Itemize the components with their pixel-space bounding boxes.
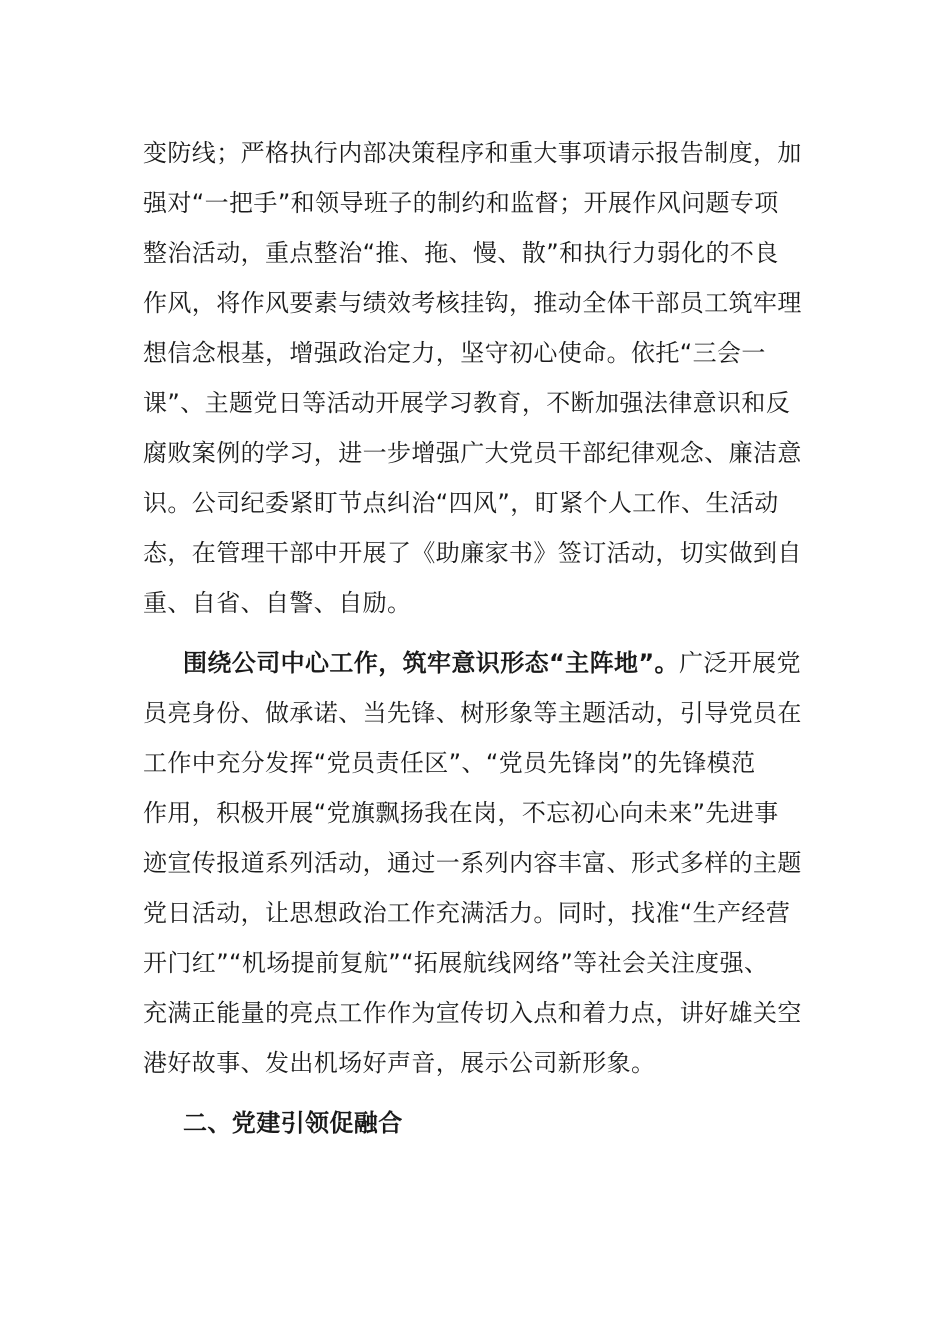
section-heading: 二、党建引领促融合 — [183, 1109, 403, 1137]
text-line: 整治活动，重点整治“推、拖、慢、散”和执行力弱化的不良 — [143, 239, 779, 267]
text-line: 想信念根基，增强政治定力，坚守初心使命。依托“三会一 — [143, 339, 766, 367]
paragraph-lead-text: 广泛开展党 — [678, 649, 801, 677]
paragraph-lead-heading: 围绕公司中心工作，筑牢意识形态“主阵地”。 — [183, 649, 679, 677]
paragraph-first-line — [143, 638, 807, 688]
text-line: 重、自省、自警、自励。 — [143, 589, 412, 617]
paragraph-spacer — [143, 628, 807, 638]
text-line: 工作中充分发挥“党员责任区”、“党员先锋岗”的先锋模范 — [143, 749, 756, 777]
text-line: 迹宣传报道系列活动，通过一系列内容丰富、形式多样的主题 — [143, 849, 802, 877]
paragraph-1 — [143, 128, 807, 628]
text-line: 员亮身份、做承诺、当先锋、树形象等主题活动，引导党员在 — [143, 699, 802, 727]
text-line: 港好故事、发出机场好声音，展示公司新形象。 — [143, 1049, 656, 1077]
text-line: 腐败案例的学习，进一步增强广大党员干部纪律观念、廉洁意 — [143, 439, 802, 467]
text-line: 开门红”“机场提前复航”“拓展航线网络”等社会关注度强、 — [143, 949, 769, 977]
text-line: 态，在管理干部中开展了《助廉家书》签订活动，切实做到自 — [143, 539, 802, 567]
text-line: 识。公司纪委紧盯节点纠治“四风”，盯紧个人工作、生活动 — [143, 489, 779, 517]
text-line: 变防线；严格执行内部决策程序和重大事项请示报告制度，加 — [143, 139, 802, 167]
text-line: 课”、主题党日等活动开展学习教育，不断加强法律意识和反 — [143, 389, 791, 417]
document-body — [143, 128, 807, 1148]
paragraph-spacer — [143, 1088, 807, 1098]
text-line: 党日活动，让思想政治工作充满活力。同时，找准“生产经营 — [143, 899, 791, 927]
text-line: 充满正能量的亮点工作作为宣传切入点和着力点，讲好雄关空 — [143, 999, 802, 1027]
text-line: 强对“一把手”和领导班子的制约和监督；开展作风问题专项 — [143, 189, 779, 217]
text-line: 作用，积极开展“党旗飘扬我在岗，不忘初心向未来”先进事 — [143, 799, 779, 827]
text-line: 作风，将作风要素与绩效考核挂钩，推动全体干部员工筑牢理 — [143, 289, 802, 317]
paragraph-2 — [143, 638, 807, 1088]
